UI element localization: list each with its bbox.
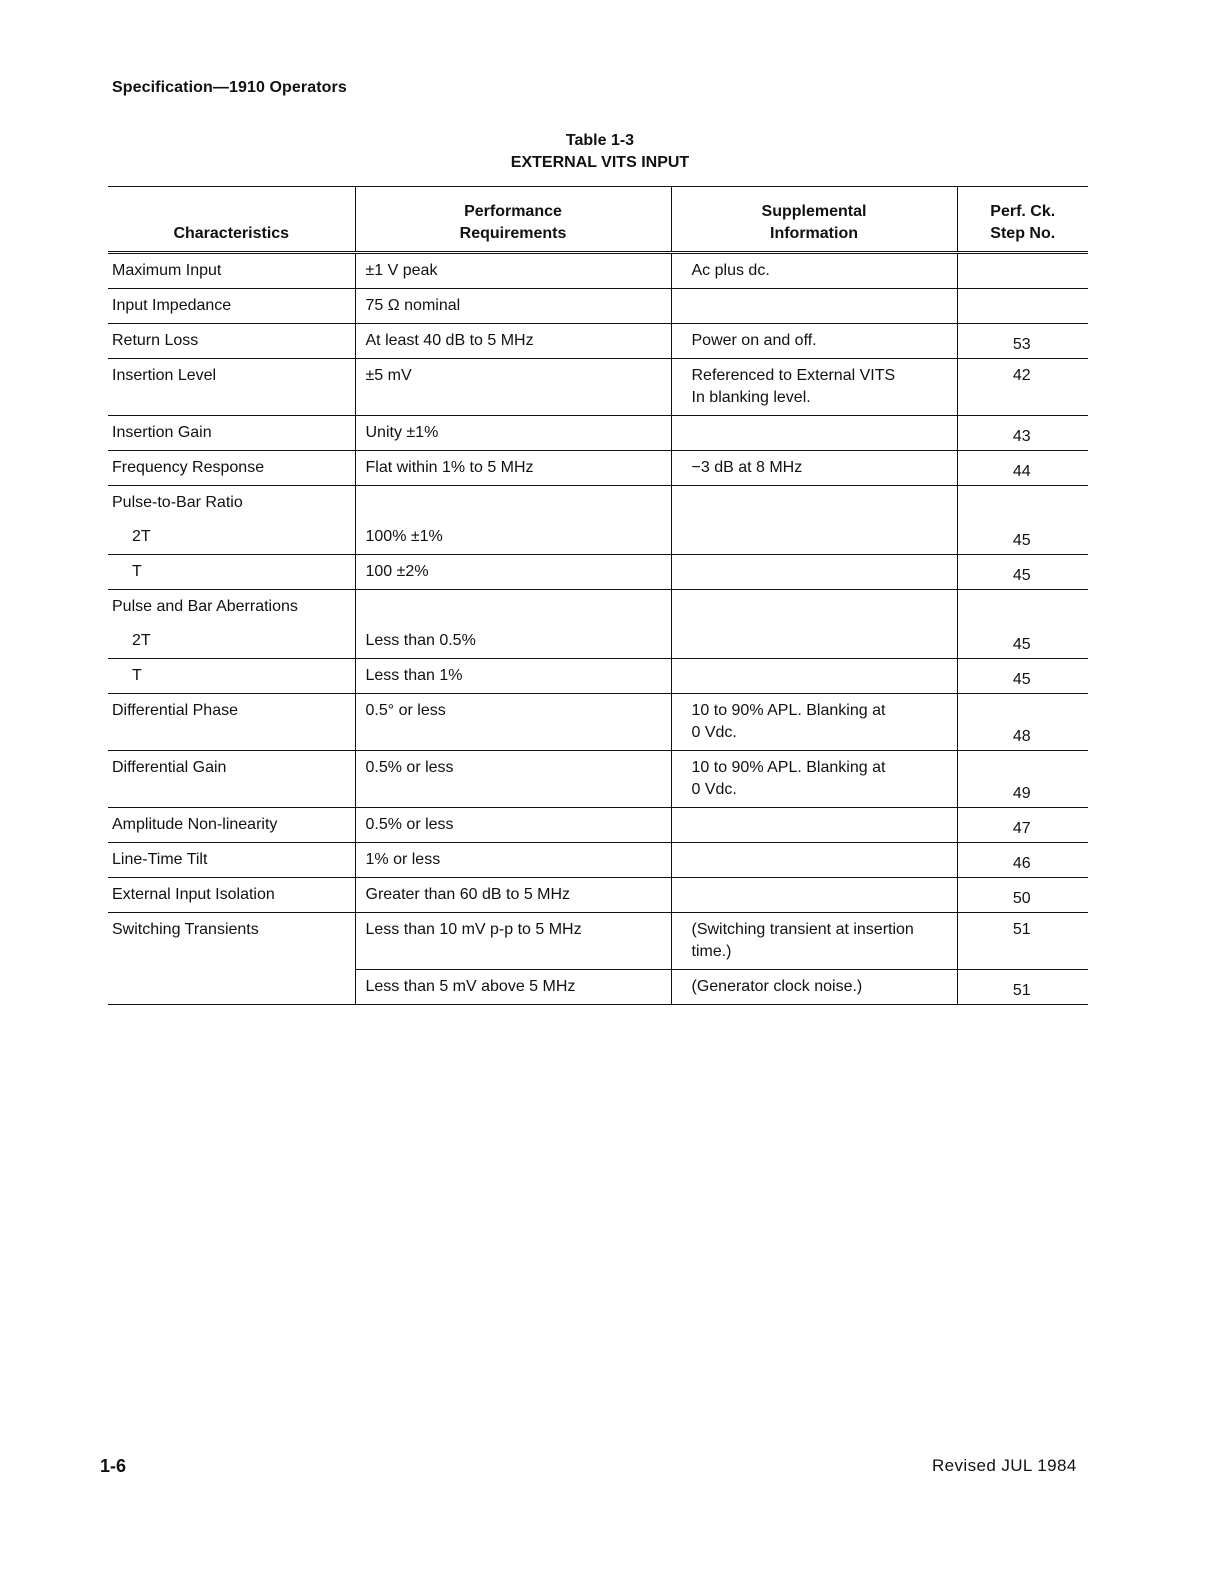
step-cell: 51 (957, 970, 1088, 1005)
supplemental-cell (671, 520, 957, 555)
performance-cell (355, 590, 671, 625)
supplemental-cell: Ac plus dc. (671, 253, 957, 289)
supplemental-cell: Referenced to External VITS In blanking level. (671, 359, 957, 416)
supplemental-cell (671, 416, 957, 451)
characteristic-cell: Differential Phase (108, 694, 355, 751)
table-row (108, 359, 1088, 416)
step-cell: 51 (957, 913, 1088, 970)
header-step: Perf. Ck. Step No. (957, 187, 1088, 253)
table-row (108, 808, 1088, 843)
supplemental-cell: 10 to 90% APL. Blanking at 0 Vdc. (671, 751, 957, 808)
characteristic-cell: Switching Transients (112, 921, 259, 938)
table-row (108, 913, 1088, 970)
table-row (108, 970, 1088, 1005)
performance-cell: ±1 V peak (355, 253, 671, 289)
performance-cell: 0.5° or less (355, 694, 671, 751)
table-number: Table 1-3 (565, 132, 635, 149)
performance-cell: Less than 10 mV p-p to 5 MHz (355, 913, 671, 970)
supplemental-cell (671, 289, 957, 324)
characteristic-cell: Amplitude Non-linearity (108, 808, 355, 843)
step-cell (957, 486, 1088, 521)
table-header-row (108, 187, 1088, 253)
table-row (108, 416, 1088, 451)
step-cell: 43 (957, 416, 1088, 451)
characteristic-cell: Insertion Level (108, 359, 355, 416)
step-cell: 45 (957, 659, 1088, 694)
characteristic-cell: Maximum Input (108, 253, 355, 289)
step-cell (957, 253, 1088, 289)
characteristic-cell: Pulse and Bar Aberrations (112, 598, 298, 615)
performance-cell: 100 ±2% (355, 555, 671, 590)
performance-cell: Unity ±1% (355, 416, 671, 451)
table-row (108, 555, 1088, 590)
characteristic-cell: 2T (108, 624, 355, 659)
table-row (108, 843, 1088, 878)
supplemental-cell: 10 to 90% APL. Blanking at 0 Vdc. (671, 694, 957, 751)
performance-cell: Less than 1% (355, 659, 671, 694)
performance-cell: 0.5% or less (355, 808, 671, 843)
supplemental-cell (671, 624, 957, 659)
step-cell: 44 (957, 451, 1088, 486)
characteristic-cell: Line-Time Tilt (108, 843, 355, 878)
supplemental-cell (671, 878, 957, 913)
performance-cell (355, 486, 671, 521)
performance-cell: 0.5% or less (355, 751, 671, 808)
table-row (108, 878, 1088, 913)
page-number: 1-6 (100, 1456, 127, 1476)
characteristic-cell: T (108, 555, 355, 590)
supplemental-cell: (Generator clock noise.) (671, 970, 957, 1005)
performance-cell: 75 Ω nominal (355, 289, 671, 324)
characteristic-cell: Insertion Gain (108, 416, 355, 451)
characteristic-cell (108, 970, 355, 1005)
performance-cell: ±5 mV (355, 359, 671, 416)
step-cell: 53 (957, 324, 1088, 359)
supplemental-cell: Power on and off. (671, 324, 957, 359)
table-row (108, 324, 1088, 359)
supplemental-cell (671, 590, 957, 625)
header-supplemental: Supplemental Information (671, 187, 957, 253)
supplemental-cell (671, 486, 957, 521)
characteristic-cell: Frequency Response (108, 451, 355, 486)
table-row (108, 694, 1088, 751)
table-row (108, 751, 1088, 808)
characteristic-cell: Input Impedance (108, 289, 355, 324)
step-cell: 45 (957, 624, 1088, 659)
characteristic-cell: T (108, 659, 355, 694)
table-group-row (108, 486, 1088, 521)
characteristic-cell: 2T (108, 520, 355, 555)
characteristic-cell: Differential Gain (108, 751, 355, 808)
step-cell: 45 (957, 555, 1088, 590)
characteristic-cell: Pulse-to-Bar Ratio (112, 494, 243, 511)
characteristic-cell: Return Loss (108, 324, 355, 359)
header-performance: Performance Requirements (355, 187, 671, 253)
header-characteristics: Characteristics (108, 187, 355, 253)
performance-cell: Less than 0.5% (355, 624, 671, 659)
revision-date: Revised JUL 1984 (932, 1456, 1077, 1475)
performance-cell: Flat within 1% to 5 MHz (355, 451, 671, 486)
characteristic-cell: External Input Isolation (108, 878, 355, 913)
step-cell: 42 (957, 359, 1088, 416)
performance-cell: 1% or less (355, 843, 671, 878)
performance-cell: Less than 5 mV above 5 MHz (355, 970, 671, 1005)
supplemental-cell: −3 dB at 8 MHz (671, 451, 957, 486)
step-cell (957, 289, 1088, 324)
supplemental-cell (671, 555, 957, 590)
running-head: Specification—1910 Operators (112, 79, 347, 96)
table-row (108, 520, 1088, 555)
step-cell: 47 (957, 808, 1088, 843)
step-cell: 50 (957, 878, 1088, 913)
supplemental-cell (671, 659, 957, 694)
step-cell: 48 (957, 694, 1088, 751)
performance-cell: 100% ±1% (355, 520, 671, 555)
table-row (108, 289, 1088, 324)
table-title: EXTERNAL VITS INPUT (510, 154, 690, 171)
step-cell: 46 (957, 843, 1088, 878)
table-group-row (108, 590, 1088, 625)
supplemental-cell: (Switching transient at insertion time.) (671, 913, 957, 970)
table-row (108, 451, 1088, 486)
step-cell: 45 (957, 520, 1088, 555)
performance-cell: At least 40 dB to 5 MHz (355, 324, 671, 359)
step-cell: 49 (957, 751, 1088, 808)
supplemental-cell (671, 843, 957, 878)
performance-cell: Greater than 60 dB to 5 MHz (355, 878, 671, 913)
table-row (108, 624, 1088, 659)
table-row (108, 253, 1088, 289)
table-row (108, 659, 1088, 694)
supplemental-cell (671, 808, 957, 843)
spec-table (108, 186, 1088, 1005)
step-cell (957, 590, 1088, 625)
